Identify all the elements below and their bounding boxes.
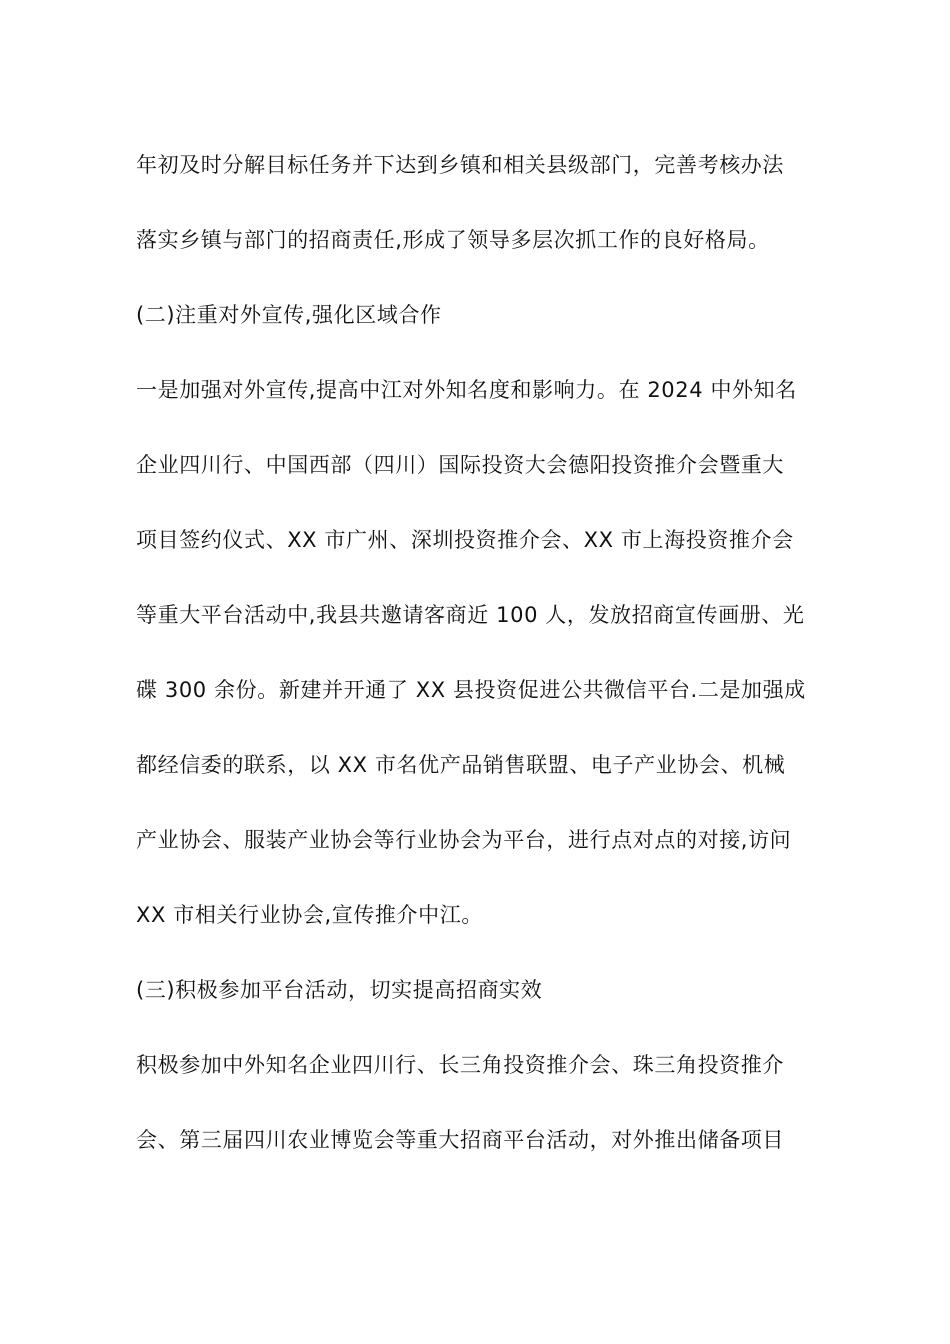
- body-text-line: 项目签约仪式、XX 市广州、深圳投资推介会、XX 市上海投资推介会: [136, 528, 794, 552]
- body-text-line: 等重大平台活动中,我县共邀请客商近 100 人，发放招商宣传画册、光: [136, 603, 805, 627]
- body-text-line: 落实乡镇与部门的招商责任,形成了领导多层次抓工作的良好格局。: [136, 228, 770, 252]
- body-text-line: 会、第三届四川农业博览会等重大招商平台活动，对外推出储备项目: [136, 1128, 784, 1152]
- body-text-line: 企业四川行、中国西部（四川）国际投资大会德阳投资推介会暨重大: [136, 453, 784, 477]
- body-text-line: 碟 300 余份。新建并开通了 XX 县投资促进公共微信平台.二是加强成: [136, 678, 806, 702]
- body-text-line: 产业协会、服装产业协会等行业协会为平台，进行点对点的对接,访问: [136, 828, 792, 852]
- section-heading: (二)注重对外宣传,强化区域合作: [136, 303, 442, 327]
- body-text-line: 都经信委的联系，以 XX 市名优产品销售联盟、电子产业协会、机械: [136, 753, 786, 777]
- body-text-line: 一是加强对外宣传,提高中江对外知名度和影响力。在 2024 中外知名: [136, 378, 797, 402]
- section-heading: (三)积极参加平台活动，切实提高招商实效: [136, 978, 543, 1002]
- body-text-line: 年初及时分解目标任务并下达到乡镇和相关县级部门，完善考核办法: [136, 153, 784, 177]
- body-text-line: XX 市相关行业协会,宣传推介中江。: [136, 903, 483, 927]
- body-text-line: 积极参加中外知名企业四川行、长三角投资推介会、珠三角投资推介: [136, 1053, 784, 1077]
